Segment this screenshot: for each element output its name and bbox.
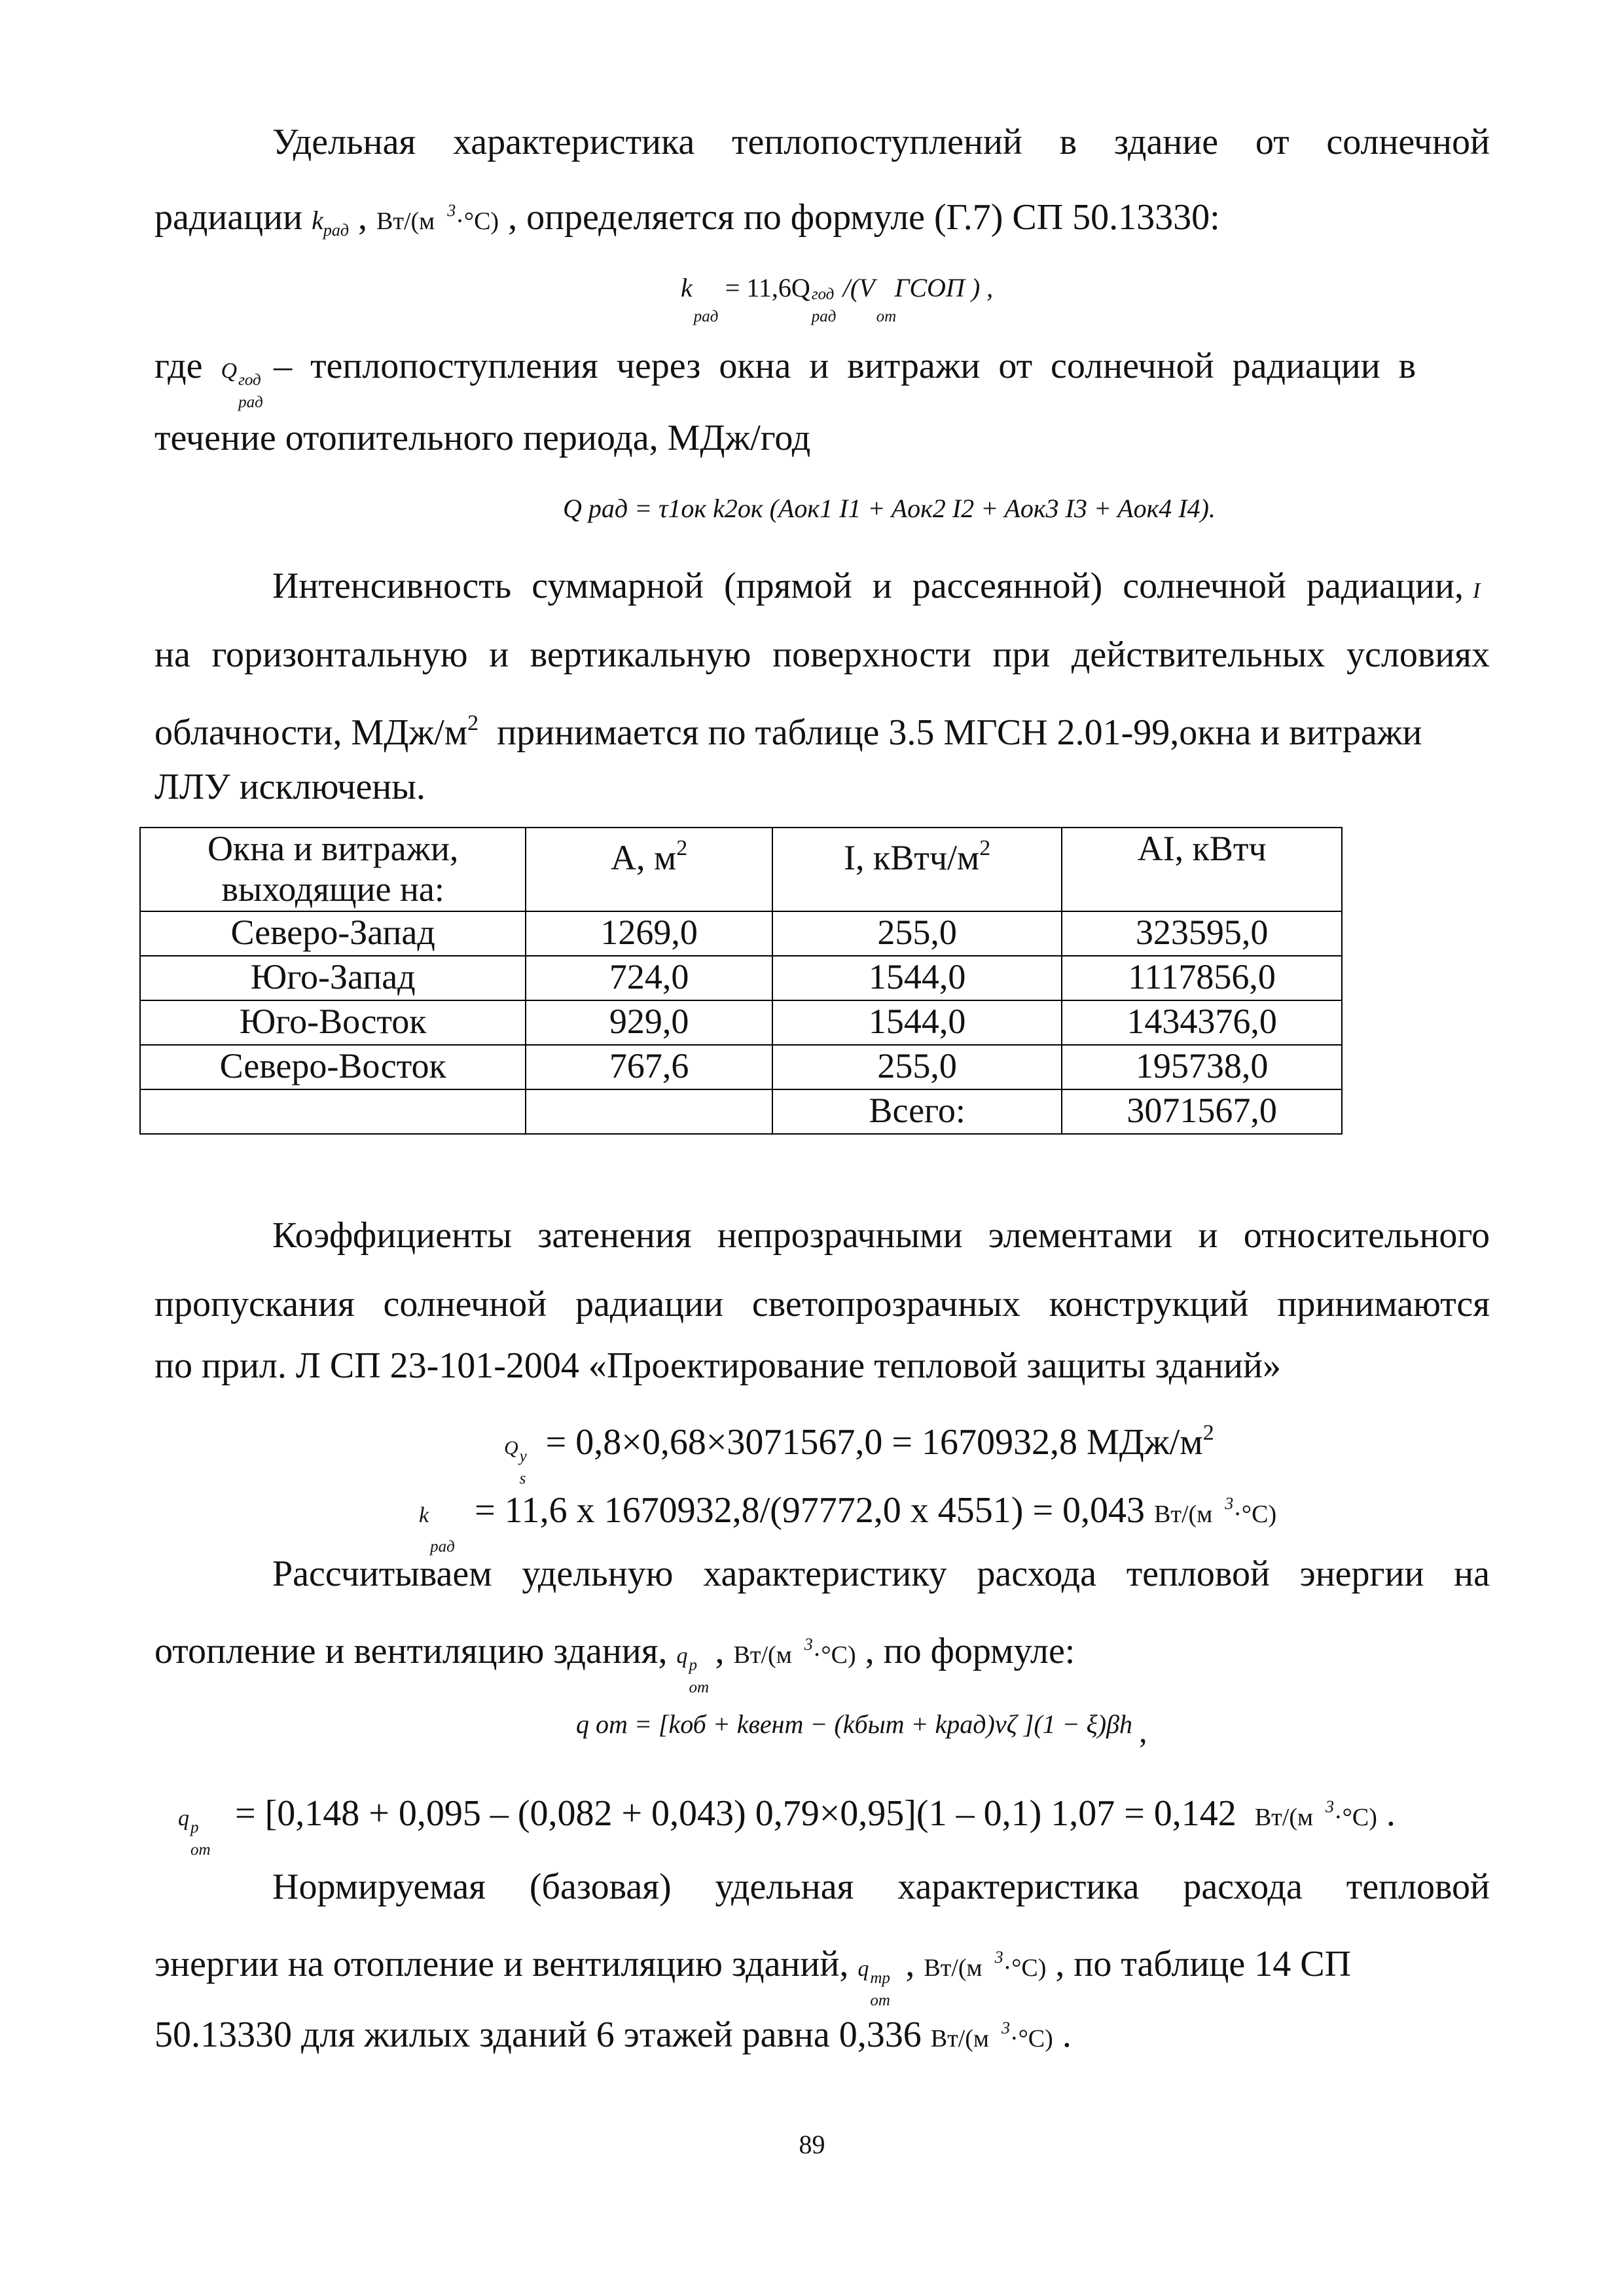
header-area	[526, 828, 772, 911]
cell: 1434376,0	[1062, 1000, 1342, 1045]
para3-line3	[154, 702, 1490, 754]
comma: ,	[1139, 1713, 1147, 1749]
text: /(V	[842, 273, 875, 302]
text: ГСОП ) ,	[894, 273, 994, 302]
para3-line2: на горизонтальную и вертикальную поверхности при действительных условиях	[154, 634, 1490, 675]
subscript: от	[190, 1841, 211, 1859]
var: k	[312, 206, 323, 235]
var: Q	[221, 359, 238, 383]
unit-sup: 3	[447, 201, 456, 220]
page-number: 89	[799, 2130, 825, 2159]
subscript: рад	[693, 308, 719, 325]
text: = 0,8×0,68×3071567,0 = 1670932,8 МДж/м	[545, 1422, 1203, 1463]
para1-line1: Удельная характеристика теплопоступлений в здание от солнечной	[272, 122, 1490, 162]
superscript: р	[689, 1656, 698, 1674]
cell: Юго-Восток	[140, 1000, 526, 1045]
cell: 323595,0	[1062, 911, 1342, 956]
subscript: рад	[430, 1538, 455, 1556]
superscript: 2	[979, 836, 991, 860]
cell: 1544,0	[772, 1000, 1062, 1045]
var: q	[178, 1806, 189, 1831]
header-intensity	[772, 828, 1062, 911]
cell	[140, 1089, 526, 1134]
unit-part: Вт/(м	[733, 1641, 792, 1669]
para3-line1	[154, 565, 1490, 612]
formula-q-ot	[576, 1705, 1147, 1749]
subscript: от	[876, 308, 897, 325]
superscript: y	[519, 1448, 527, 1465]
unit-part: Вт/(м	[1254, 1804, 1314, 1831]
calc-qs	[504, 1412, 1322, 1487]
cell: 767,6	[526, 1045, 772, 1089]
superscript: р	[190, 1819, 199, 1836]
text: = 11,6 х 1670932,8/(97772,0 х 4551) = 0,043	[475, 1490, 1146, 1531]
unit-part: Вт/(м	[924, 1954, 983, 1982]
para6-line1: Нормируемая (базовая) удельная характеристика расхода тепловой	[272, 1867, 1490, 1907]
superscript: год	[811, 285, 835, 303]
superscript: 2	[676, 836, 688, 860]
superscript: 2	[467, 711, 479, 735]
table-header-row	[140, 828, 1342, 911]
unit-part: Вт/(м	[376, 208, 435, 235]
para2-line2: течение отопительного периода, МДж/год	[154, 418, 811, 458]
cell: Всего:	[772, 1089, 1062, 1134]
subscript: от	[870, 1992, 890, 2009]
text: Интенсивность суммарной (прямой и рассеянной) солнечной радиации,	[272, 566, 1464, 606]
subscript: рад	[811, 308, 837, 325]
text: 50.13330 для жилых зданий 6 этажей равна 0,336	[154, 2014, 922, 2055]
header-direction: Окна и витражи, выходящие на:	[140, 828, 526, 911]
cell: Юго-Запад	[140, 956, 526, 1000]
subscript: s	[519, 1470, 526, 1487]
para4-line3: по прил. Л СП 23-101-2004 «Проектирование тепловой защиты зданий»	[154, 1345, 1281, 1386]
k-rad-var	[312, 206, 349, 240]
unit-sup: 3	[1225, 1494, 1234, 1513]
para5-line1: Рассчитываем удельную характеристику расхода тепловой энергии на	[272, 1554, 1490, 1594]
unit-sup: 3	[1001, 2018, 1010, 2037]
unit-part: ·°С)	[456, 208, 499, 235]
text: А, м	[611, 838, 677, 877]
subscript: от	[689, 1679, 710, 1696]
text: = [0,148 + 0,095 – (0,082 + 0,043) 0,79×0,95](1 – 0,1) 1,07 = 0,142	[235, 1793, 1236, 1834]
unit-part: ·°С)	[1009, 2025, 1053, 2052]
cell: Северо-Восток	[140, 1045, 526, 1089]
var: k	[419, 1503, 429, 1527]
calc-q-ot	[178, 1786, 1494, 1859]
unit-part: Вт/(м	[1154, 1501, 1213, 1528]
text: принимается по таблице 3.5 МГСН 2.01-99,окна и витражи	[497, 712, 1422, 753]
text: энергии на отопление и вентиляцию зданий,	[154, 1944, 849, 1984]
text: облачности, МДж/м	[154, 712, 468, 753]
formula-q-god-rad: Q рад = τ1ок k2ок (Aок1 I1 + Aок2 I2 + Aок3 I3 + Aок4 I4).	[563, 494, 1216, 523]
cell: 3071567,0	[1062, 1089, 1342, 1134]
cell: 255,0	[772, 911, 1062, 956]
text: = 11,6Q	[725, 273, 810, 302]
formula-k-rad	[681, 272, 994, 325]
cell: 724,0	[526, 956, 772, 1000]
var-i: I	[1473, 579, 1481, 603]
unit-sup: 3	[994, 1948, 1003, 1967]
dot: .	[1386, 1793, 1396, 1834]
text: отопление и вентиляцию здания,	[154, 1631, 668, 1671]
header-ai: AI, кВтч	[1062, 828, 1342, 911]
calc-k-rad	[419, 1483, 1348, 1556]
unit-part: ·°С)	[812, 1641, 856, 1669]
text: q от = [kоб + kвент − (kбыт + kрад)νζ ](1 − ξ)βh	[576, 1709, 1133, 1739]
windows-table	[139, 827, 1343, 1135]
var: k	[681, 273, 693, 302]
var: Q	[504, 1437, 518, 1459]
comma: ,	[715, 1631, 725, 1671]
unit-part: ·°С)	[1334, 1804, 1377, 1831]
comma: ,	[358, 197, 367, 238]
cell: 1269,0	[526, 911, 772, 956]
text: – теплопоступления через окна и витражи от солнечной радиации в	[274, 346, 1416, 386]
comma: ,	[905, 1944, 915, 1984]
var: q	[676, 1644, 688, 1668]
para5-line2	[154, 1624, 1490, 1696]
table-row	[140, 1045, 1342, 1089]
table-row	[140, 1000, 1342, 1045]
q-god-rad-var	[221, 359, 263, 411]
dot: .	[1062, 2014, 1072, 2055]
superscript: 2	[1202, 1421, 1214, 1445]
cell: 1117856,0	[1062, 956, 1342, 1000]
text: I, кВтч/м	[844, 838, 980, 877]
superscript: тр	[870, 1969, 890, 1987]
text: , по формуле:	[865, 1631, 1075, 1671]
para3-line4: ЛЛУ исключены.	[154, 767, 425, 807]
cell: 255,0	[772, 1045, 1062, 1089]
para4-line2: пропускания солнечной радиации светопрозрачных конструкций принимаются	[154, 1284, 1490, 1324]
unit-w-m3c	[376, 201, 499, 235]
text: радиации	[154, 197, 303, 238]
cell: Северо-Запад	[140, 911, 526, 956]
superscript: год	[238, 371, 261, 389]
unit-part: Вт/(м	[930, 2025, 989, 2052]
para6-line3	[154, 2007, 1490, 2060]
para2-line1	[154, 345, 1490, 411]
cell	[526, 1089, 772, 1134]
unit-part: ·°С)	[1233, 1501, 1277, 1528]
text: , по таблице 14 СП	[1055, 1944, 1352, 1984]
unit-sup: 3	[1326, 1797, 1335, 1816]
cell: 195738,0	[1062, 1045, 1342, 1089]
cell: 1544,0	[772, 956, 1062, 1000]
var: q	[857, 1957, 869, 1981]
subscript: рад	[323, 221, 349, 240]
unit-sup: 3	[804, 1635, 813, 1654]
para6-line2	[154, 1937, 1490, 2009]
text: где	[154, 346, 203, 386]
cell: 929,0	[526, 1000, 772, 1045]
para4-line1: Коэффициенты затенения непрозрачными элементами и относительного	[272, 1215, 1490, 1256]
subscript: рад	[238, 393, 263, 411]
table-total-row	[140, 1089, 1342, 1134]
table-row	[140, 956, 1342, 1000]
table-row	[140, 911, 1342, 956]
para1-line2	[154, 190, 1490, 251]
unit-part: ·°С)	[1003, 1954, 1047, 1982]
text: , определяется по формуле (Г.7) СП 50.13330:	[508, 197, 1220, 238]
